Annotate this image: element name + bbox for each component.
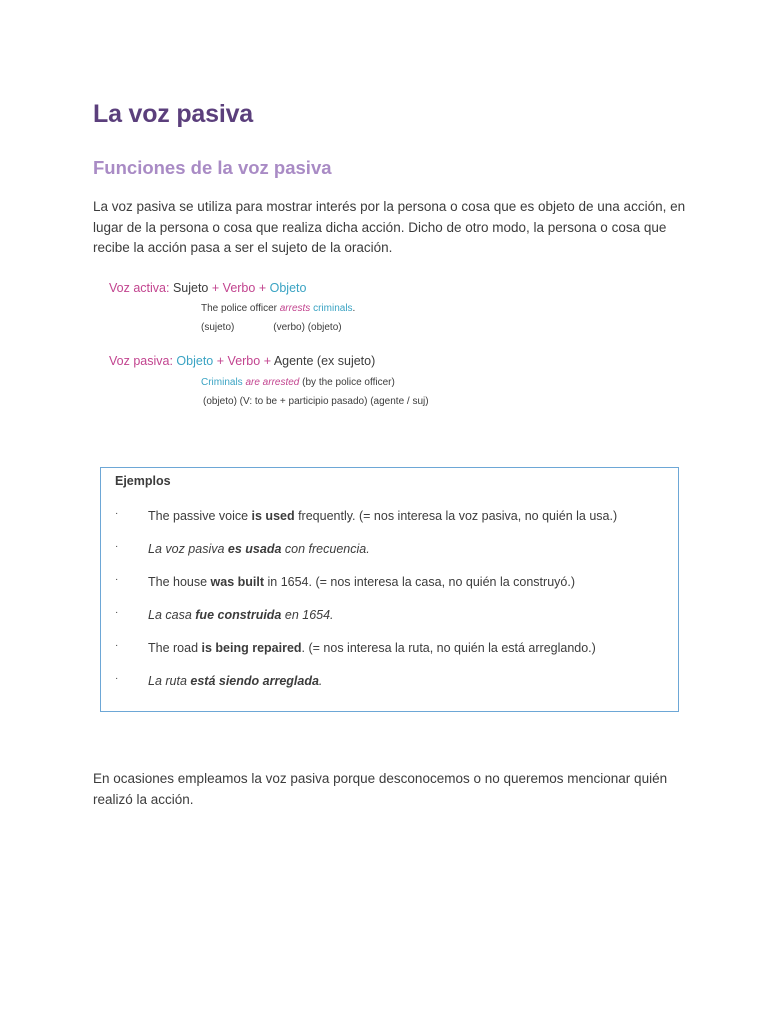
passive-example — [201, 377, 395, 388]
passive-roles: (objeto) (V: to be + participio pasado) (agente / suj) — [203, 396, 429, 407]
passive-voice-formula — [109, 354, 375, 368]
section-heading: Funciones de la voz pasiva — [93, 157, 332, 178]
passive-example-agent: (by the police officer) — [302, 377, 395, 388]
active-voice-formula — [109, 281, 306, 295]
bullet: · — [115, 607, 119, 618]
bullet: · — [115, 574, 119, 585]
passive-example-subject: Criminals — [201, 377, 243, 388]
active-voice-label: Voz activa: — [109, 281, 170, 295]
formula-subject: Sujeto — [172, 281, 209, 295]
example-verb: is used — [251, 509, 295, 523]
formula-object: Objeto — [269, 281, 307, 295]
active-roles: (sujeto) (verbo) (objeto) — [201, 322, 342, 333]
active-example-verb: arrests — [279, 303, 311, 314]
plus-sign: + — [263, 354, 272, 368]
example-text: in 1654. (= nos interesa la casa, no quién la construyó.) — [264, 575, 575, 589]
intro-paragraph: La voz pasiva se utiliza para mostrar interés por la persona o cosa que es objeto de una acción, en lugar de la persona o cosa que realiza dicha acción. Dicho de otro modo, la persona o cosa que recibe la acción pasa a ser el sujeto de la oración. — [93, 199, 686, 255]
example-text: con frecuencia. — [281, 542, 370, 556]
example-verb: was built — [210, 575, 265, 589]
plus-sign: + — [216, 354, 225, 368]
plus-sign: + — [211, 281, 220, 295]
example-verb: is being repaired — [201, 641, 302, 655]
active-example-object: criminals — [313, 303, 353, 314]
example-text: La voz pasiva — [148, 542, 228, 556]
example-text: The road — [148, 641, 202, 655]
example-text: La casa — [148, 608, 196, 622]
formula-object: Objeto — [176, 354, 214, 368]
page-title: La voz pasiva — [93, 100, 253, 128]
bullet: · — [115, 673, 119, 684]
active-example — [201, 303, 355, 314]
example-verb: es usada — [227, 542, 282, 556]
bullet: · — [115, 640, 119, 651]
passive-voice-label: Voz pasiva: — [109, 354, 173, 368]
example-text: . (= nos interesa la ruta, no quién la está arreglando.) — [301, 641, 596, 655]
example-verb: fue construida — [195, 608, 282, 622]
examples-box — [100, 467, 679, 712]
bullet: · — [115, 541, 119, 552]
example-text: La ruta — [148, 674, 191, 688]
example-text: en 1654. — [281, 608, 334, 622]
example-verb: está siendo arreglada — [190, 674, 319, 688]
bullet: · — [115, 508, 119, 519]
plus-sign: + — [258, 281, 267, 295]
passive-example-verb: are arrested — [245, 377, 300, 388]
formula-verb: Verbo — [222, 281, 256, 295]
closing-paragraph: En ocasiones empleamos la voz pasiva porque desconocemos o no queremos mencionar quién realizó la acción. — [93, 771, 668, 807]
formula-verb: Verbo — [227, 354, 261, 368]
example-text: frequently. (= nos interesa la voz pasiva, no quién la usa.) — [294, 509, 618, 523]
period: . — [352, 303, 356, 314]
example-text: The house — [148, 575, 211, 589]
example-text: The passive voice — [148, 509, 252, 523]
active-example-subject: The police officer — [201, 303, 277, 314]
examples-title: Ejemplos — [115, 474, 171, 488]
formula-agent: Agente (ex sujeto) — [273, 354, 376, 368]
example-text: . — [318, 674, 323, 688]
